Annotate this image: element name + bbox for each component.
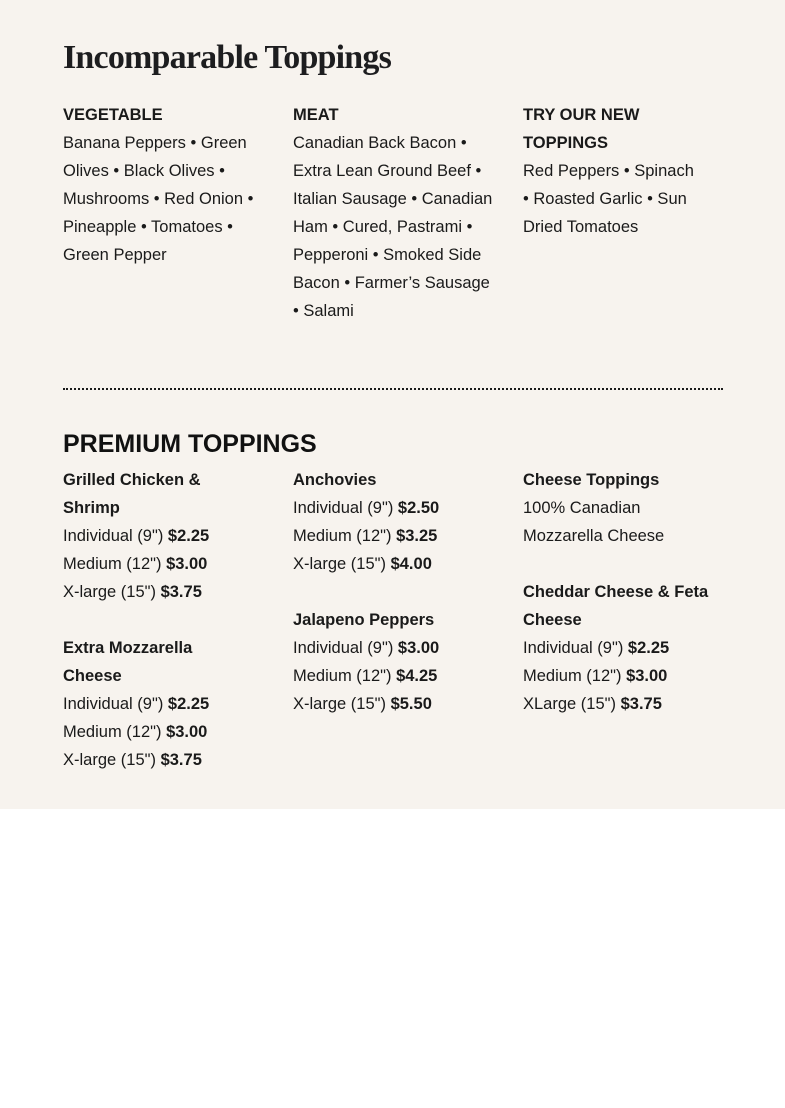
size-label: X-large (15") [293,695,386,713]
size-label: X-large (15") [63,751,156,769]
price-line [293,494,498,522]
meat-column [293,101,498,325]
size-label: Individual (9") [523,639,624,657]
price-line [293,550,498,578]
size-label: Medium (12") [523,667,622,685]
section-divider [63,388,723,390]
premium-item-jalapeno-peppers [293,606,498,718]
meat-list: Canadian Back Bacon • Extra Lean Ground Beef • Italian Sausage • Canadian Ham • Cured, Pastrami • Pepperoni • Smoked Side Bacon • Farmer’s Sausage • Salami [293,134,493,320]
price-line [63,522,243,550]
premium-item-description: 100% Canadian Mozzarella Cheese [523,499,665,545]
new-toppings-heading: TRY OUR NEW TOPPINGS [523,106,640,152]
size-label: Medium (12") [293,667,392,685]
premium-item-extra-mozzarella [63,634,243,774]
premium-item-name: Anchovies [293,471,377,489]
size-label: Individual (9") [293,639,394,657]
price-value: $3.25 [396,527,438,545]
price-value: $2.25 [627,639,670,657]
premium-item-name: Extra Mozzarella Cheese [63,639,193,685]
premium-item-anchovies [293,466,498,578]
premium-toppings-title: PREMIUM TOPPINGS [63,430,317,458]
size-label: X-large (15") [293,555,386,573]
size-label: Medium (12") [63,555,162,573]
price-value: $3.75 [160,583,202,601]
premium-item-name: Cheddar Cheese & Feta Cheese [523,583,709,629]
vegetable-heading: VEGETABLE [63,106,163,124]
price-line [63,578,243,606]
premium-column-3 [523,466,733,718]
price-value: $3.00 [626,667,668,685]
price-line [63,690,243,718]
premium-column-1 [63,466,243,774]
price-line [63,746,243,774]
price-value: $2.25 [167,695,210,713]
vegetable-list: Banana Peppers • Green Olives • Black Olives • Mushrooms • Red Onion • Pineapple • Tomatoes • Green Pepper [63,134,254,264]
size-label: Medium (12") [63,723,162,741]
price-line [523,690,733,718]
price-value: $3.75 [160,751,202,769]
price-line [523,662,733,690]
price-value: $2.25 [167,527,210,545]
price-line [63,718,243,746]
price-value: $3.00 [166,723,208,741]
vegetable-column [63,101,273,269]
premium-item-grilled-chicken-shrimp [63,466,243,606]
premium-item-name: Grilled Chicken & Shrimp [63,471,201,517]
premium-item-name: Jalapeno Peppers [293,611,435,629]
price-line [63,550,243,578]
premium-item-cheddar-feta [523,578,733,718]
price-value: $3.75 [620,695,662,713]
page-title: Incomparable Toppings [63,39,392,76]
price-value: $3.00 [166,555,208,573]
price-line [293,690,498,718]
price-value: $4.00 [390,555,432,573]
price-value: $5.50 [390,695,432,713]
premium-item-name: Cheese Toppings [523,471,660,489]
size-label: Individual (9") [63,527,164,545]
price-line [293,634,498,662]
size-label: Medium (12") [293,527,392,545]
price-line [293,522,498,550]
size-label: X-large (15") [63,583,156,601]
price-value: $3.00 [397,639,440,657]
size-label: Individual (9") [293,499,394,517]
new-toppings-list: Red Peppers • Spinach • Roasted Garlic • Sun Dried Tomatoes [523,162,694,236]
price-line [293,662,498,690]
price-value: $4.25 [396,667,438,685]
price-line [523,634,733,662]
size-label: XLarge (15") [523,695,616,713]
price-value: $2.50 [397,499,440,517]
size-label: Individual (9") [63,695,164,713]
new-toppings-column [523,101,703,241]
premium-column-2 [293,466,498,718]
premium-item-cheese-toppings [523,466,673,550]
meat-heading: MEAT [293,106,339,124]
